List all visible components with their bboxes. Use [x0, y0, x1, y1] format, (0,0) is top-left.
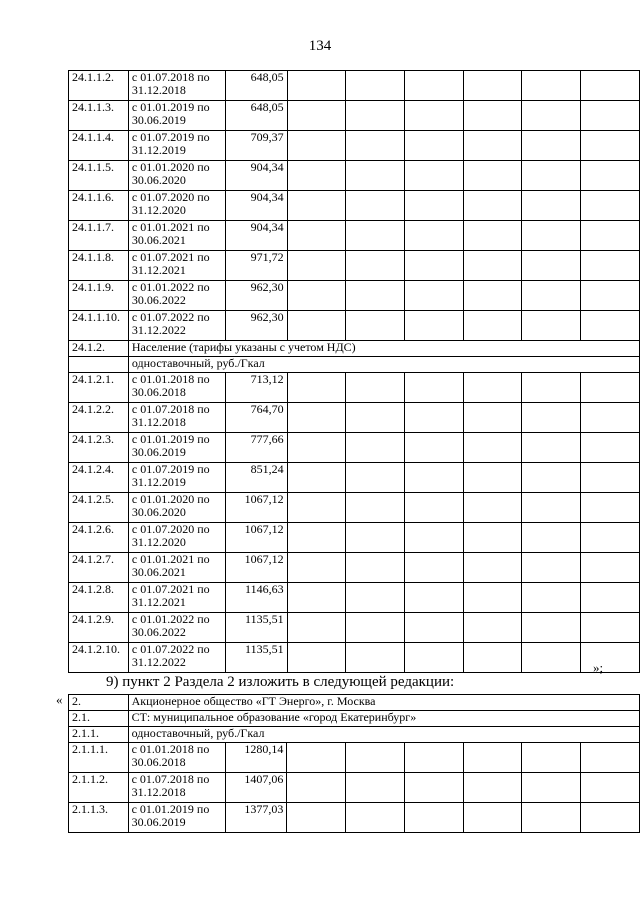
row-code-cell: 24.1.2.4.	[69, 463, 129, 493]
table-row	[69, 643, 640, 673]
empty-cell	[581, 553, 640, 583]
period-end: 31.12.2018	[131, 785, 186, 799]
empty-cell	[346, 191, 405, 221]
row-span-text-cell: одноставочный, руб./Гкал	[128, 727, 639, 743]
period-end: 31.12.2020	[131, 535, 186, 549]
period-start: с 01.07.2021 по	[131, 582, 210, 596]
period-end: 31.12.2022	[131, 655, 186, 669]
row-span-text-cell: Население (тарифы указаны с учетом НДС)	[128, 341, 639, 357]
empty-cell	[463, 251, 522, 281]
empty-cell	[287, 251, 346, 281]
row-period-cell	[128, 643, 225, 673]
empty-cell	[581, 463, 640, 493]
period-start: с 01.07.2020 по	[131, 190, 210, 204]
row-period-cell	[128, 373, 225, 403]
row-tariff-value-cell: 1146,63	[225, 583, 287, 613]
empty-cell	[346, 773, 405, 803]
empty-cell	[405, 463, 464, 493]
row-tariff-value-cell: 904,34	[225, 161, 287, 191]
empty-cell	[405, 191, 464, 221]
period-end: 31.12.2022	[131, 323, 186, 337]
period-start: с 01.07.2021 по	[131, 250, 210, 264]
row-code-cell: 24.1.2.7.	[69, 553, 129, 583]
table-row	[69, 695, 640, 711]
empty-cell	[287, 101, 346, 131]
empty-cell	[463, 101, 522, 131]
empty-cell	[581, 643, 640, 673]
empty-cell	[522, 773, 581, 803]
row-tariff-value-cell: 1280,14	[225, 743, 287, 773]
empty-cell	[463, 221, 522, 251]
empty-cell	[287, 643, 346, 673]
row-code-cell: 24.1.1.2.	[69, 71, 129, 101]
table-row	[69, 803, 640, 833]
empty-cell	[346, 131, 405, 161]
row-code-cell: 24.1.1.4.	[69, 131, 129, 161]
empty-cell	[522, 281, 581, 311]
empty-cell	[522, 743, 581, 773]
period-start: с 01.07.2019 по	[131, 462, 210, 476]
table-row	[69, 493, 640, 523]
empty-cell	[405, 251, 464, 281]
empty-cell	[522, 131, 581, 161]
empty-cell	[346, 71, 405, 101]
period-end: 30.06.2022	[131, 625, 186, 639]
empty-cell	[346, 523, 405, 553]
empty-cell	[463, 131, 522, 161]
row-code-cell: 24.1.2.9.	[69, 613, 129, 643]
table-row	[69, 463, 640, 493]
row-code-cell: 24.1.2.3.	[69, 433, 129, 463]
period-end: 31.12.2019	[131, 143, 186, 157]
period-end: 31.12.2018	[131, 415, 186, 429]
table-row	[69, 433, 640, 463]
row-code-cell: 24.1.2.10.	[69, 643, 129, 673]
empty-cell	[463, 773, 522, 803]
row-code-cell	[69, 357, 129, 373]
row-code-cell: 2.	[69, 695, 129, 711]
row-code-cell: 24.1.2.8.	[69, 583, 129, 613]
period-start: с 01.01.2019 по	[131, 432, 210, 446]
table-row	[69, 523, 640, 553]
amendment-item-heading: 9) пункт 2 Раздела 2 изложить в следующей редакции:	[106, 674, 455, 690]
period-end: 30.06.2018	[131, 385, 186, 399]
row-tariff-value-cell: 962,30	[225, 281, 287, 311]
row-code-cell: 2.1.1.	[69, 727, 129, 743]
period-start: с 01.01.2020 по	[131, 160, 210, 174]
empty-cell	[405, 101, 464, 131]
empty-cell	[287, 311, 346, 341]
empty-cell	[405, 643, 464, 673]
empty-cell	[522, 191, 581, 221]
empty-cell	[287, 523, 346, 553]
table-row	[69, 281, 640, 311]
row-tariff-value-cell: 713,12	[225, 373, 287, 403]
tariff-table-continued	[68, 70, 640, 673]
empty-cell	[522, 221, 581, 251]
empty-cell	[581, 71, 640, 101]
empty-cell	[346, 493, 405, 523]
empty-cell	[463, 463, 522, 493]
row-code-cell: 2.1.1.3.	[69, 803, 129, 833]
empty-cell	[287, 191, 346, 221]
empty-cell	[463, 553, 522, 583]
table-row	[69, 311, 640, 341]
period-start: с 01.01.2019 по	[131, 100, 210, 114]
tariff-table-section-2	[68, 694, 640, 833]
empty-cell	[287, 221, 346, 251]
row-code-cell: 24.1.1.3.	[69, 101, 129, 131]
empty-cell	[346, 433, 405, 463]
empty-cell	[522, 493, 581, 523]
period-start: с 01.01.2021 по	[131, 552, 210, 566]
period-start: с 01.07.2018 по	[131, 70, 210, 84]
table-row	[69, 71, 640, 101]
empty-cell	[463, 281, 522, 311]
page-number: 134	[308, 38, 332, 54]
period-start: с 01.07.2019 по	[131, 130, 210, 144]
table-row	[69, 131, 640, 161]
period-start: с 01.07.2018 по	[131, 402, 210, 416]
empty-cell	[581, 493, 640, 523]
row-period-cell	[128, 251, 225, 281]
period-end: 30.06.2022	[131, 293, 186, 307]
empty-cell	[287, 583, 346, 613]
empty-cell	[522, 101, 581, 131]
empty-cell	[463, 433, 522, 463]
empty-cell	[346, 373, 405, 403]
table-row	[69, 341, 640, 357]
period-end: 31.12.2020	[131, 203, 186, 217]
table-row	[69, 553, 640, 583]
row-tariff-value-cell: 904,34	[225, 221, 287, 251]
empty-cell	[581, 803, 640, 833]
row-period-cell	[128, 311, 225, 341]
empty-cell	[581, 773, 640, 803]
period-start: с 01.01.2022 по	[131, 280, 210, 294]
period-end: 30.06.2018	[131, 755, 186, 769]
row-period-cell	[128, 743, 225, 773]
empty-cell	[346, 403, 405, 433]
empty-cell	[463, 373, 522, 403]
empty-cell	[346, 101, 405, 131]
empty-cell	[463, 803, 522, 833]
period-end: 30.06.2020	[131, 505, 186, 519]
row-period-cell	[128, 773, 225, 803]
empty-cell	[346, 161, 405, 191]
empty-cell	[463, 161, 522, 191]
empty-cell	[522, 311, 581, 341]
table-row	[69, 403, 640, 433]
empty-cell	[522, 463, 581, 493]
row-code-cell: 24.1.1.5.	[69, 161, 129, 191]
row-code-cell: 24.1.1.8.	[69, 251, 129, 281]
row-period-cell	[128, 131, 225, 161]
empty-cell	[346, 803, 405, 833]
row-period-cell	[128, 463, 225, 493]
empty-cell	[522, 373, 581, 403]
empty-cell	[346, 743, 405, 773]
empty-cell	[463, 643, 522, 673]
row-period-cell	[128, 281, 225, 311]
row-period-cell	[128, 493, 225, 523]
row-tariff-value-cell: 1067,12	[225, 553, 287, 583]
row-span-text-cell: одноставочный, руб./Гкал	[128, 357, 639, 373]
empty-cell	[405, 131, 464, 161]
empty-cell	[287, 773, 346, 803]
row-code-cell: 24.1.1.6.	[69, 191, 129, 221]
row-code-cell: 24.1.1.10.	[69, 311, 129, 341]
row-code-cell: 24.1.2.5.	[69, 493, 129, 523]
empty-cell	[581, 281, 640, 311]
empty-cell	[287, 463, 346, 493]
period-start: с 01.07.2022 по	[131, 642, 210, 656]
table-row	[69, 773, 640, 803]
empty-cell	[405, 493, 464, 523]
period-end: 31.12.2021	[131, 263, 186, 277]
empty-cell	[405, 221, 464, 251]
empty-cell	[346, 583, 405, 613]
empty-cell	[463, 403, 522, 433]
row-period-cell	[128, 71, 225, 101]
empty-cell	[405, 583, 464, 613]
row-tariff-value-cell: 648,05	[225, 71, 287, 101]
table-row	[69, 251, 640, 281]
row-tariff-value-cell: 962,30	[225, 311, 287, 341]
period-end: 31.12.2018	[131, 83, 186, 97]
empty-cell	[581, 743, 640, 773]
period-end: 30.06.2019	[131, 815, 186, 829]
empty-cell	[463, 71, 522, 101]
empty-cell	[287, 803, 346, 833]
row-period-cell	[128, 523, 225, 553]
period-start: с 01.07.2022 по	[131, 310, 210, 324]
empty-cell	[522, 251, 581, 281]
row-tariff-value-cell: 1135,51	[225, 643, 287, 673]
empty-cell	[581, 221, 640, 251]
empty-cell	[522, 583, 581, 613]
empty-cell	[346, 221, 405, 251]
empty-cell	[581, 251, 640, 281]
empty-cell	[522, 71, 581, 101]
table-row	[69, 373, 640, 403]
empty-cell	[522, 161, 581, 191]
empty-cell	[522, 403, 581, 433]
row-tariff-value-cell: 1135,51	[225, 613, 287, 643]
empty-cell	[522, 803, 581, 833]
empty-cell	[404, 743, 463, 773]
row-period-cell	[128, 403, 225, 433]
row-period-cell	[128, 553, 225, 583]
row-tariff-value-cell: 904,34	[225, 191, 287, 221]
period-end: 31.12.2019	[131, 475, 186, 489]
row-tariff-value-cell: 1377,03	[225, 803, 287, 833]
empty-cell	[287, 493, 346, 523]
row-code-cell: 24.1.2.	[69, 341, 129, 357]
row-period-cell	[128, 161, 225, 191]
empty-cell	[581, 161, 640, 191]
opening-quote: «	[56, 692, 63, 707]
period-start: с 01.01.2021 по	[131, 220, 210, 234]
row-code-cell: 24.1.2.2.	[69, 403, 129, 433]
row-tariff-value-cell: 1067,12	[225, 493, 287, 523]
empty-cell	[405, 281, 464, 311]
period-end: 30.06.2021	[131, 233, 186, 247]
empty-cell	[581, 403, 640, 433]
empty-cell	[581, 523, 640, 553]
empty-cell	[581, 131, 640, 161]
row-code-cell: 2.1.1.2.	[69, 773, 129, 803]
empty-cell	[405, 403, 464, 433]
empty-cell	[346, 643, 405, 673]
row-code-cell: 24.1.2.1.	[69, 373, 129, 403]
empty-cell	[287, 373, 346, 403]
empty-cell	[463, 493, 522, 523]
row-period-cell	[128, 101, 225, 131]
empty-cell	[404, 803, 463, 833]
row-tariff-value-cell: 777,66	[225, 433, 287, 463]
period-start: с 01.01.2018 по	[131, 742, 210, 756]
table-row	[69, 191, 640, 221]
row-code-cell: 24.1.1.7.	[69, 221, 129, 251]
empty-cell	[405, 433, 464, 463]
empty-cell	[346, 251, 405, 281]
empty-cell	[405, 523, 464, 553]
row-tariff-value-cell: 648,05	[225, 101, 287, 131]
table-row	[69, 161, 640, 191]
empty-cell	[287, 71, 346, 101]
empty-cell	[287, 433, 346, 463]
empty-cell	[581, 373, 640, 403]
empty-cell	[522, 523, 581, 553]
period-end: 30.06.2019	[131, 113, 186, 127]
empty-cell	[346, 281, 405, 311]
empty-cell	[463, 743, 522, 773]
empty-cell	[581, 433, 640, 463]
empty-cell	[522, 553, 581, 583]
row-tariff-value-cell: 1407,06	[225, 773, 287, 803]
empty-cell	[581, 101, 640, 131]
table-row	[69, 727, 640, 743]
empty-cell	[463, 191, 522, 221]
empty-cell	[346, 613, 405, 643]
empty-cell	[405, 373, 464, 403]
empty-cell	[287, 131, 346, 161]
period-start: с 01.01.2019 по	[131, 802, 210, 816]
empty-cell	[287, 161, 346, 191]
row-code-cell: 2.1.	[69, 711, 129, 727]
row-span-text-cell: СТ: муниципальное образование «город Екатеринбург»	[128, 711, 639, 727]
empty-cell	[346, 463, 405, 493]
empty-cell	[581, 191, 640, 221]
row-code-cell: 2.1.1.1.	[69, 743, 129, 773]
table-row	[69, 357, 640, 373]
empty-cell	[581, 583, 640, 613]
empty-cell	[581, 613, 640, 643]
empty-cell	[405, 553, 464, 583]
empty-cell	[463, 523, 522, 553]
empty-cell	[346, 311, 405, 341]
table-row	[69, 221, 640, 251]
empty-cell	[522, 643, 581, 673]
row-tariff-value-cell: 1067,12	[225, 523, 287, 553]
row-period-cell	[128, 191, 225, 221]
table-row	[69, 711, 640, 727]
period-end: 30.06.2019	[131, 445, 186, 459]
empty-cell	[287, 613, 346, 643]
empty-cell	[522, 433, 581, 463]
empty-cell	[287, 281, 346, 311]
row-period-cell	[128, 221, 225, 251]
empty-cell	[404, 773, 463, 803]
empty-cell	[405, 613, 464, 643]
row-period-cell	[128, 583, 225, 613]
row-tariff-value-cell: 709,37	[225, 131, 287, 161]
empty-cell	[463, 311, 522, 341]
empty-cell	[287, 403, 346, 433]
period-start: с 01.07.2020 по	[131, 522, 210, 536]
table-row	[69, 613, 640, 643]
period-end: 31.12.2021	[131, 595, 186, 609]
empty-cell	[287, 553, 346, 583]
period-start: с 01.01.2022 по	[131, 612, 210, 626]
period-start: с 01.07.2018 по	[131, 772, 210, 786]
empty-cell	[463, 613, 522, 643]
period-start: с 01.01.2020 по	[131, 492, 210, 506]
row-period-cell	[128, 433, 225, 463]
table-row	[69, 583, 640, 613]
row-code-cell: 24.1.2.6.	[69, 523, 129, 553]
empty-cell	[522, 613, 581, 643]
table-row	[69, 743, 640, 773]
empty-cell	[405, 311, 464, 341]
empty-cell	[405, 161, 464, 191]
period-end: 30.06.2021	[131, 565, 186, 579]
row-period-cell	[128, 803, 225, 833]
empty-cell	[287, 743, 346, 773]
row-tariff-value-cell: 971,72	[225, 251, 287, 281]
row-period-cell	[128, 613, 225, 643]
period-start: с 01.01.2018 по	[131, 372, 210, 386]
table-row	[69, 101, 640, 131]
period-end: 30.06.2020	[131, 173, 186, 187]
empty-cell	[581, 311, 640, 341]
row-span-text-cell: Акционерное общество «ГТ Энерго», г. Москва	[128, 695, 639, 711]
row-tariff-value-cell: 764,70	[225, 403, 287, 433]
empty-cell	[463, 583, 522, 613]
empty-cell	[346, 553, 405, 583]
closing-quote: »;	[593, 660, 604, 675]
empty-cell	[405, 71, 464, 101]
row-code-cell: 24.1.1.9.	[69, 281, 129, 311]
row-tariff-value-cell: 851,24	[225, 463, 287, 493]
